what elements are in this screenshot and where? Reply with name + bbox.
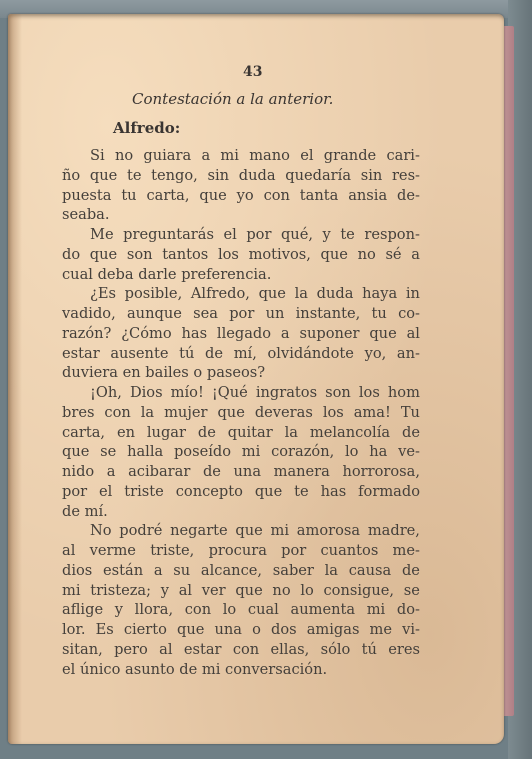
word: sin <box>360 166 383 184</box>
word: que <box>62 443 90 461</box>
word: respon- <box>364 226 420 243</box>
word: suponer <box>299 324 360 342</box>
word: Si <box>90 147 105 164</box>
word: ver <box>201 581 226 599</box>
text-line: seaba. <box>62 206 110 224</box>
word: de <box>401 561 420 579</box>
word: halla <box>127 443 164 461</box>
word: corazón, <box>271 443 335 461</box>
word: do- <box>396 601 420 619</box>
word: formado <box>358 482 420 500</box>
word: melancolía <box>309 423 391 441</box>
word: y <box>114 601 123 619</box>
text-line <box>62 383 420 403</box>
letter-body <box>62 146 420 679</box>
word: alcance, <box>200 561 263 579</box>
word: aumenta <box>290 601 356 619</box>
word: que <box>89 245 118 263</box>
word: duda <box>238 166 276 184</box>
word: al <box>159 640 173 658</box>
word: se <box>100 443 117 461</box>
text-line <box>62 166 420 186</box>
word: instante, <box>295 305 361 322</box>
word: la <box>324 561 339 579</box>
word: vi- <box>402 621 420 638</box>
word: puesta <box>62 186 112 204</box>
word: podré <box>119 522 163 540</box>
word: cierto <box>123 621 167 638</box>
word: tú <box>361 640 377 658</box>
word: saber <box>272 561 314 579</box>
word: aunque <box>126 305 182 322</box>
word: por <box>281 542 307 559</box>
word: ¿Es <box>90 285 116 303</box>
word: grande <box>323 147 377 164</box>
word: res- <box>391 166 420 184</box>
word: mano <box>249 147 290 164</box>
word: tristeza; <box>90 581 152 599</box>
word: que <box>254 482 283 500</box>
word: de <box>202 463 221 480</box>
word: horrorosa, <box>342 463 420 480</box>
word: procura <box>208 542 267 559</box>
text-line <box>62 462 420 482</box>
text-line: de mí. <box>62 502 108 520</box>
word: ingratos <box>255 384 318 401</box>
text-line <box>62 482 420 502</box>
word: ausente <box>110 344 169 362</box>
word: ¿Cómo <box>121 324 172 342</box>
text-line <box>62 423 420 443</box>
word: carta, <box>146 186 190 204</box>
word: no <box>114 147 134 164</box>
word: que <box>320 245 348 263</box>
word: quitar <box>227 423 273 441</box>
text-line <box>62 640 420 660</box>
word: acibarar <box>128 463 191 480</box>
word: cari- <box>386 147 420 164</box>
word: causa <box>348 561 392 579</box>
word: te <box>294 482 309 500</box>
letter-salutation: Alfredo: <box>113 119 181 137</box>
word: el <box>223 226 237 243</box>
word: posible, <box>124 285 183 303</box>
word: mujer <box>164 403 208 421</box>
word: yo, <box>364 344 387 362</box>
word: hom <box>387 384 420 401</box>
word: razón? <box>62 324 112 342</box>
word: mío! <box>170 384 204 401</box>
word: sin <box>207 166 230 184</box>
letter-heading: Contestación a la anterior. <box>132 90 334 108</box>
word: aflige <box>62 601 104 619</box>
text-line: duviera en bailes o paseos? <box>62 364 266 382</box>
page-gutter-shadow <box>8 14 22 744</box>
word: con <box>263 186 290 204</box>
word: estar <box>62 344 100 362</box>
word: pero <box>114 640 148 658</box>
word: o <box>252 621 261 638</box>
word: los <box>322 403 344 421</box>
word: que <box>258 285 286 303</box>
text-line <box>62 304 420 324</box>
word: vadido, <box>62 305 116 322</box>
text-line <box>62 403 420 423</box>
word: amorosa <box>296 522 361 540</box>
text-line: cual deba darle preferencia. <box>62 265 272 283</box>
word: Dios <box>129 384 163 401</box>
word: amigas <box>306 621 360 638</box>
word: son <box>325 384 351 401</box>
word: un <box>265 305 285 322</box>
word: motivos, <box>248 245 311 263</box>
word: yo <box>236 186 254 204</box>
word: concepto <box>175 482 243 500</box>
word: verme <box>89 542 136 559</box>
word: Tu <box>400 403 420 421</box>
word: lo <box>300 581 314 599</box>
word: ño <box>62 166 81 184</box>
word: los <box>217 245 239 263</box>
word: Me <box>90 226 114 243</box>
word: manera <box>273 463 330 480</box>
word: se <box>403 581 420 599</box>
word: a <box>153 561 163 579</box>
word: duda <box>316 285 354 303</box>
word: lor. <box>62 621 86 638</box>
word: dios <box>62 561 93 579</box>
word: y <box>160 581 169 599</box>
word: cuantos <box>320 542 379 559</box>
word: qué, <box>280 226 313 243</box>
word: mi <box>241 443 261 461</box>
word: mí, <box>233 344 257 362</box>
word: a <box>411 245 420 263</box>
word: lo <box>222 601 237 619</box>
word: mi <box>366 601 386 619</box>
word: que <box>217 403 245 421</box>
word: No <box>90 522 112 540</box>
text-line <box>62 442 420 462</box>
word: de <box>197 423 216 441</box>
word: a <box>106 463 116 480</box>
word: tantos <box>162 245 209 263</box>
word: el <box>99 482 113 500</box>
text-line <box>62 521 420 541</box>
word: que <box>89 166 118 184</box>
word: son <box>126 245 153 263</box>
word: al <box>178 581 193 599</box>
word: carta, <box>62 423 106 441</box>
word: llora, <box>134 601 174 619</box>
word: preguntarás <box>123 226 214 243</box>
word: por <box>246 226 272 243</box>
word: eres <box>388 640 420 658</box>
text-line: el único asunto de mi conversación. <box>62 660 328 678</box>
word: la <box>284 423 298 441</box>
word: sea <box>193 305 218 322</box>
word: ama! <box>353 403 391 421</box>
word: ansia <box>348 186 388 204</box>
word: guiara <box>143 147 192 164</box>
word: has <box>320 482 347 500</box>
word: que <box>369 324 397 342</box>
word: la <box>140 403 155 421</box>
word: que <box>235 522 263 540</box>
word: y <box>322 226 331 243</box>
word: mi <box>270 522 290 540</box>
word: con <box>232 640 260 658</box>
text-line <box>62 561 420 581</box>
word: que <box>199 186 227 204</box>
word: ellas, <box>270 640 310 658</box>
word: a <box>280 324 290 342</box>
word: has <box>181 324 208 342</box>
word: que <box>235 581 263 599</box>
word: de <box>402 423 420 441</box>
word: tu <box>371 305 387 322</box>
word: quedaría <box>285 166 352 184</box>
text-line <box>62 186 420 206</box>
word: me <box>369 621 393 638</box>
word: ve- <box>398 443 420 461</box>
word: mi <box>62 581 81 599</box>
word: de- <box>397 186 420 204</box>
text-line <box>62 581 420 601</box>
text-line <box>62 541 420 561</box>
word: negarte <box>170 522 228 540</box>
word: ¡Oh, <box>90 384 122 401</box>
word: in <box>405 285 420 303</box>
word: tú <box>179 344 195 362</box>
word: an- <box>396 344 420 362</box>
word: sitan, <box>62 640 103 658</box>
word: me- <box>392 542 420 559</box>
word: tengo, <box>151 166 198 184</box>
word: la <box>294 285 308 303</box>
word: do <box>62 245 81 263</box>
word: lugar <box>146 423 186 441</box>
word: están <box>103 561 144 579</box>
text-line <box>62 225 420 245</box>
word: co- <box>398 305 420 322</box>
word: por <box>62 482 88 500</box>
word: ha <box>369 443 388 461</box>
word: con <box>184 601 212 619</box>
word: en <box>116 423 135 441</box>
word: bres <box>62 403 95 421</box>
word: los <box>358 384 380 401</box>
word: no <box>272 581 291 599</box>
word: de <box>205 344 224 362</box>
word: sé <box>385 245 402 263</box>
word: te <box>340 226 355 243</box>
text-line <box>62 245 420 265</box>
word: deveras <box>254 403 313 421</box>
word: el <box>300 147 314 164</box>
word: mi <box>220 147 239 164</box>
text-line <box>62 600 420 620</box>
word: al <box>62 542 76 559</box>
word: te <box>126 166 142 184</box>
word: por <box>229 305 255 322</box>
word: tu <box>121 186 137 204</box>
word: que <box>177 621 205 638</box>
text-line <box>62 324 420 344</box>
word: su <box>173 561 191 579</box>
word: con <box>104 403 131 421</box>
word: sólo <box>320 640 351 658</box>
word: Es <box>95 621 114 638</box>
word: triste, <box>150 542 195 559</box>
word: una <box>233 463 262 480</box>
word: dos <box>270 621 297 638</box>
word: al <box>406 324 420 342</box>
word: no <box>357 245 376 263</box>
word: llegado <box>216 324 272 342</box>
word: madre, <box>367 522 420 540</box>
text-line <box>62 284 420 304</box>
word: nido <box>62 463 95 480</box>
word: ¡Qué <box>211 384 248 401</box>
word: estar <box>183 640 222 658</box>
text-line <box>62 344 420 364</box>
word: cual <box>247 601 279 619</box>
word: una <box>214 621 242 638</box>
word: olvidándote <box>267 344 354 362</box>
word: tanta <box>299 186 339 204</box>
word: Alfredo, <box>190 285 250 303</box>
word: consigue, <box>323 581 395 599</box>
word: lo <box>345 443 359 461</box>
word: haya <box>362 285 398 303</box>
word: triste <box>124 482 164 500</box>
text-line <box>62 620 420 640</box>
text-line <box>62 146 420 166</box>
word: poseído <box>173 443 232 461</box>
page-number: 43 <box>243 64 263 80</box>
word: a <box>201 147 211 164</box>
